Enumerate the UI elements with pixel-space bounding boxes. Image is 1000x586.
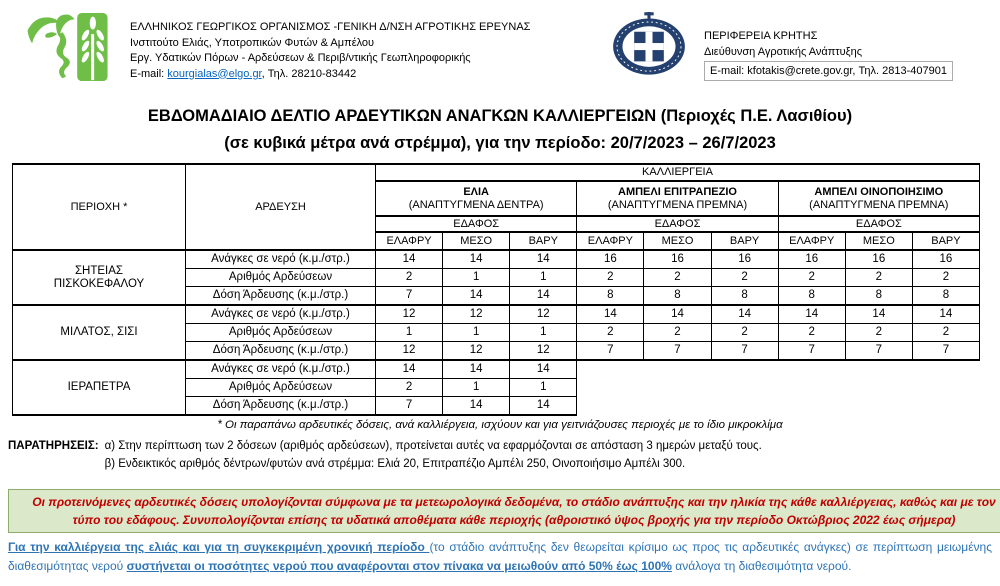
value-cell: 7 bbox=[912, 342, 979, 361]
value-cell: 14 bbox=[510, 287, 577, 306]
value-cell: 1 bbox=[510, 269, 577, 287]
metric-label: Ανάγκες σε νερό (κ.μ./στρ.) bbox=[186, 305, 376, 324]
page-title bbox=[0, 103, 1000, 157]
value-cell: 2 bbox=[644, 324, 711, 342]
header-left-text bbox=[130, 10, 530, 84]
email-link[interactable]: kourgialas@elgo.gr bbox=[167, 67, 262, 80]
metric-label: Ανάγκες σε νερό (κ.μ./στρ.) bbox=[186, 360, 376, 379]
value-cell: 12 bbox=[510, 342, 577, 361]
soil-type-heavy: ΒΑΡΥ bbox=[510, 232, 577, 250]
value-cell bbox=[577, 360, 644, 379]
column-header-region: ΠΕΡΙΟΧΗ * bbox=[13, 164, 186, 250]
region-name: ΜΙΛΑΤΟΣ, ΣΙΣΙ bbox=[13, 305, 186, 360]
phone-number: , Τηλ. 28210-83442 bbox=[261, 67, 357, 80]
advice-plain-1: (το στάδιο ανάπτυξης δεν θεωρείται κρίσιμο ως προς τις αρδευτικές ανάγκες) σε περίπτωση μειωμένης διαθεσιμότητας νερού bbox=[8, 540, 993, 573]
remarks-block bbox=[8, 437, 992, 473]
value-cell bbox=[577, 379, 644, 397]
value-cell bbox=[644, 360, 711, 379]
soil-header-olive: ΕΔΑΦΟΣ bbox=[376, 216, 577, 232]
value-cell bbox=[912, 397, 979, 416]
value-cell: 14 bbox=[443, 397, 510, 416]
soil-header-wine-grape: ΕΔΑΦΟΣ bbox=[778, 216, 979, 232]
header-right bbox=[610, 12, 953, 81]
value-cell bbox=[577, 397, 644, 416]
irrigation-needs-table bbox=[12, 163, 980, 416]
value-cell: 12 bbox=[443, 342, 510, 361]
value-cell: 2 bbox=[376, 379, 443, 397]
crop-header-wine-grape: ΑΜΠΕΛΙ ΟΙΝΟΠΟΙΗΣΙΜΟ (ΑΝΑΠΤΥΓΜΕΝΑ ΠΡΕΜΝΑ) bbox=[778, 181, 979, 216]
metric-label: Αριθμός Αρδεύσεων bbox=[186, 269, 376, 287]
value-cell: 14 bbox=[510, 250, 577, 269]
value-cell: 16 bbox=[644, 250, 711, 269]
org-institute: Ινστιτούτο Ελιάς, Υποτροπικών Φυτών & Αμπέλου bbox=[130, 36, 375, 49]
value-cell: 2 bbox=[577, 324, 644, 342]
value-cell: 2 bbox=[711, 324, 778, 342]
value-cell: 2 bbox=[845, 269, 912, 287]
column-header-irrigation: ΑΡΔΕΥΣΗ bbox=[186, 164, 376, 250]
value-cell: 2 bbox=[644, 269, 711, 287]
methodology-info-box: Οι προτεινόμενες αρδευτικές δόσεις υπολογίζονται σύμφωνα με τα μετεωρολογικά δεδομένα, το στάδιο ανάπτυξης και την ηλικία της κάθε καλλιέργειας, καθώς και με τον τύπο του εδάφους. Συνυπολογίζονται επίσης τα υδατικά αποθέματα κάθε περιοχής (αθροιστικό ύψος βροχής για την περίοδο Οκτώβριος 2022 έως σήμερα) bbox=[8, 489, 1000, 533]
value-cell: 8 bbox=[912, 287, 979, 306]
value-cell: 16 bbox=[778, 250, 845, 269]
metric-label: Αριθμός Αρδεύσεων bbox=[186, 379, 376, 397]
value-cell: 14 bbox=[577, 305, 644, 324]
org-name: ΕΛΛΗΝΙΚΟΣ ΓΕΩΡΓΙΚΟΣ ΟΡΓΑΝΙΣΜΟΣ -ΓΕΝΙΚΗ Δ/ΝΣΗ ΑΓΡΟΤΙΚΗΣ ΕΡΕΥΝΑΣ bbox=[130, 21, 531, 33]
value-cell: 7 bbox=[711, 342, 778, 361]
advice-plain-2: ανάλογα τη διαθεσιμότητα νερού. bbox=[671, 558, 852, 573]
value-cell: 1 bbox=[443, 379, 510, 397]
value-cell bbox=[778, 379, 845, 397]
value-cell: 8 bbox=[845, 287, 912, 306]
value-cell bbox=[711, 379, 778, 397]
metric-label: Ανάγκες σε νερό (κ.μ./στρ.) bbox=[186, 250, 376, 269]
soil-type-heavy: ΒΑΡΥ bbox=[711, 232, 778, 250]
column-header-crops: ΚΑΛΛΙΕΡΓΕΙΑ bbox=[376, 164, 980, 181]
header-right-text bbox=[704, 12, 953, 81]
value-cell: 16 bbox=[711, 250, 778, 269]
crop-header-olive: ΕΛΙΑ (ΑΝΑΠΤΥΓΜΕΝΑ ΔΕΝΤΡΑ) bbox=[376, 181, 577, 216]
value-cell: 16 bbox=[577, 250, 644, 269]
value-cell: 1 bbox=[510, 324, 577, 342]
value-cell: 2 bbox=[778, 324, 845, 342]
metric-label: Αριθμός Αρδεύσεων bbox=[186, 324, 376, 342]
value-cell: 1 bbox=[443, 324, 510, 342]
remark-b: β) Ενδεικτικός αριθμός δέντρων/φυτών ανά στρέμμα: Ελιά 20, Επιτραπέζιο Αμπέλι 250, Οινοποιήσιμο Αμπέλι 300. bbox=[104, 458, 686, 470]
metric-label: Δόση Άρδευσης (κ.μ./στρ.) bbox=[186, 342, 376, 361]
value-cell: 2 bbox=[376, 269, 443, 287]
soil-type-light: ΕΛΑΦΡΥ bbox=[376, 232, 443, 250]
value-cell: 8 bbox=[711, 287, 778, 306]
advice-emphasis-1: Για την καλλιέργεια της ελιάς και για τη συγκεκριμένη χρονική περίοδο bbox=[8, 540, 430, 554]
title-line-2: (σε κυβικά μέτρα ανά στρέμμα), για την περίοδο: 20/7/2023 – 26/7/2023 bbox=[224, 134, 776, 152]
value-cell: 14 bbox=[510, 397, 577, 416]
soil-type-medium: ΜΕΣΟ bbox=[845, 232, 912, 250]
crop-header-table-grape: ΑΜΠΕΛΙ ΕΠΙΤΡΑΠΕΖΙΟ (ΑΝΑΠΤΥΓΜΕΝΑ ΠΡΕΜΝΑ) bbox=[577, 181, 778, 216]
value-cell: 14 bbox=[443, 250, 510, 269]
title-line-1: ΕΒΔΟΜΑΔΙΑΙΟ ΔΕΛΤΙΟ ΑΡΔΕΥΤΙΚΩΝ ΑΝΑΓΚΩΝ ΚΑΛΛΙΕΡΓΕΙΩΝ (Περιοχές Π.Ε. Λασιθίου) bbox=[147, 107, 853, 125]
value-cell: 8 bbox=[778, 287, 845, 306]
value-cell bbox=[912, 360, 979, 379]
value-cell: 14 bbox=[912, 305, 979, 324]
value-cell: 12 bbox=[376, 342, 443, 361]
region-authority: ΠΕΡΙΦΕΡΕΙΑ ΚΡΗΤΗΣ bbox=[704, 30, 818, 42]
value-cell: 14 bbox=[845, 305, 912, 324]
value-cell bbox=[845, 397, 912, 416]
value-cell: 14 bbox=[376, 360, 443, 379]
value-cell: 14 bbox=[376, 250, 443, 269]
soil-type-medium: ΜΕΣΟ bbox=[644, 232, 711, 250]
value-cell: 14 bbox=[510, 360, 577, 379]
olive-advice-text bbox=[8, 538, 992, 575]
remark-a: α) Στην περίπτωση των 2 δόσεων (αριθμός αρδεύσεων), προτείνεται αυτές να εφαρμόζονται σε απόσταση 3 ημερών μεταξύ τους. bbox=[104, 440, 762, 452]
value-cell: 14 bbox=[644, 305, 711, 324]
value-cell: 8 bbox=[577, 287, 644, 306]
value-cell: 8 bbox=[644, 287, 711, 306]
value-cell bbox=[845, 379, 912, 397]
value-cell: 7 bbox=[376, 287, 443, 306]
value-cell: 14 bbox=[778, 305, 845, 324]
value-cell bbox=[778, 397, 845, 416]
value-cell: 7 bbox=[376, 397, 443, 416]
region-name: ΙΕΡΑΠΕΤΡΑ bbox=[13, 360, 186, 415]
value-cell: 1 bbox=[510, 379, 577, 397]
value-cell bbox=[711, 360, 778, 379]
remarks-label: ΠΑΡΑΤΗΡΗΣΕΙΣ: bbox=[8, 440, 99, 452]
value-cell: 2 bbox=[845, 324, 912, 342]
value-cell: 2 bbox=[912, 269, 979, 287]
metric-label: Δόση Άρδευσης (κ.μ./στρ.) bbox=[186, 397, 376, 416]
directorate: Διεύθυνση Αγροτικής Ανάπτυξης bbox=[704, 46, 863, 58]
value-cell: 12 bbox=[510, 305, 577, 324]
value-cell: 16 bbox=[912, 250, 979, 269]
soil-type-medium: ΜΕΣΟ bbox=[443, 232, 510, 250]
value-cell: 16 bbox=[845, 250, 912, 269]
value-cell: 2 bbox=[711, 269, 778, 287]
value-cell: 12 bbox=[443, 305, 510, 324]
asterisk-note: * Οι παραπάνω αρδευτικές δόσεις, ανά καλλιέργεια, ισχύουν και για γειτνιάζουσες περιοχές με το ίδιο μικροκλίμα bbox=[217, 419, 783, 431]
metric-label: Δόση Άρδευσης (κ.μ./στρ.) bbox=[186, 287, 376, 306]
value-cell bbox=[644, 379, 711, 397]
value-cell bbox=[644, 397, 711, 416]
value-cell: 2 bbox=[778, 269, 845, 287]
value-cell: 1 bbox=[443, 269, 510, 287]
value-cell: 14 bbox=[711, 305, 778, 324]
value-cell: 14 bbox=[443, 287, 510, 306]
org-contact bbox=[130, 67, 530, 83]
email-label: E-mail: bbox=[130, 67, 168, 80]
header-left bbox=[22, 10, 530, 84]
value-cell bbox=[778, 360, 845, 379]
org-lab: Εργ. Υδατικών Πόρων - Αρδεύσεων & Περιβ/ντικής Γεωπληροφορικής bbox=[130, 52, 471, 64]
value-cell: 2 bbox=[912, 324, 979, 342]
value-cell: 7 bbox=[644, 342, 711, 361]
elgo-demeter-wheat-logo-icon bbox=[22, 10, 114, 84]
soil-type-light: ΕΛΑΦΡΥ bbox=[778, 232, 845, 250]
value-cell: 14 bbox=[443, 360, 510, 379]
region-name: ΣΗΤΕΙΑΣ ΠΙΣΚΟΚΕΦΑΛΟΥ bbox=[13, 250, 186, 305]
soil-header-table-grape: ΕΔΑΦΟΣ bbox=[577, 216, 778, 232]
value-cell: 1 bbox=[376, 324, 443, 342]
value-cell: 7 bbox=[778, 342, 845, 361]
hellenic-republic-emblem-icon bbox=[610, 12, 688, 78]
value-cell: 7 bbox=[577, 342, 644, 361]
value-cell bbox=[912, 379, 979, 397]
value-cell: 12 bbox=[376, 305, 443, 324]
region-contact: E-mail: kfotakis@crete.gov.gr, Τηλ. 2813-407901 bbox=[704, 61, 953, 81]
value-cell: 7 bbox=[845, 342, 912, 361]
value-cell bbox=[845, 360, 912, 379]
soil-type-light: ΕΛΑΦΡΥ bbox=[577, 232, 644, 250]
soil-type-heavy: ΒΑΡΥ bbox=[912, 232, 979, 250]
value-cell bbox=[711, 397, 778, 416]
advice-emphasis-2: συστήνεται οι ποσότητες νερού που αναφέρονται στον πίνακα να μειωθούν από 50% έως 100% bbox=[126, 558, 672, 573]
value-cell: 2 bbox=[577, 269, 644, 287]
